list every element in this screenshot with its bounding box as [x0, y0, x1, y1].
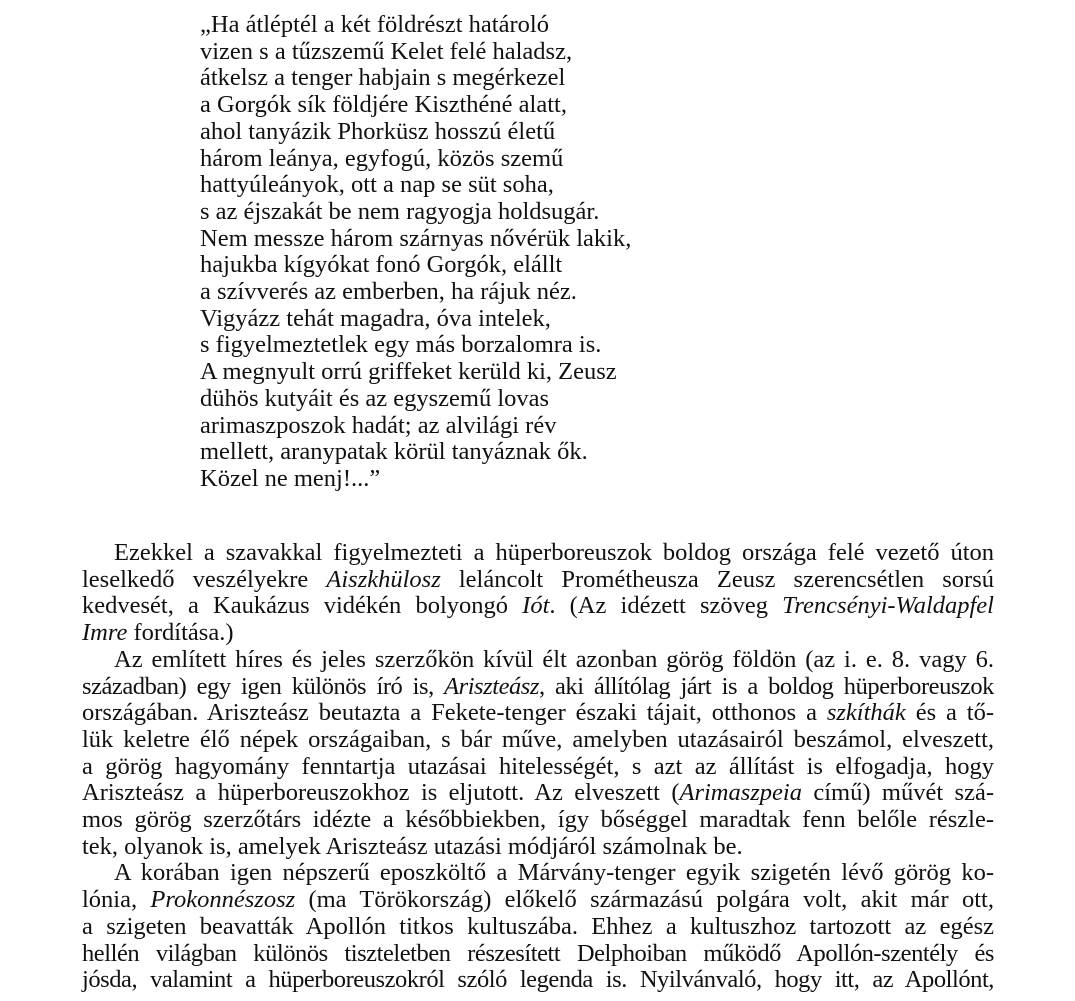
poem-line: mellett, aranypatak körül tanyáznak ők.	[200, 438, 588, 466]
paragraph-3-line	[82, 967, 994, 994]
poem-line: ahol tanyázik Phorküsz hosszú életű	[200, 117, 556, 145]
poem-line: arimaszposzok hadát; az alvilági rév	[200, 411, 557, 439]
text-run: (ma Törökország) előkelő származású polgára volt, akit már ott,	[295, 886, 994, 914]
paragraph-3-line	[82, 887, 994, 914]
paragraph-2-line	[82, 700, 994, 727]
poem-line: hattyúleányok, ott a nap se süt soha,	[200, 171, 554, 199]
text-run: és a tő-	[905, 699, 994, 727]
poem-line: a szívverés az emberben, ha rájuk néz.	[200, 278, 577, 306]
text-run: Ariszteász a hüperboreuszokhoz is eljutott. Az elveszett (	[82, 779, 680, 807]
poem-line: Közel ne menj!...”	[200, 464, 381, 492]
poem-line: vizen s a tűzszemű Kelet felé haladsz,	[200, 37, 573, 65]
poem-line: három leánya, egyfogú, közös szemű	[200, 144, 564, 172]
author-name-italic: Ariszteász	[444, 672, 539, 700]
paragraph-2-line	[82, 780, 994, 807]
paragraph-2-line	[82, 674, 994, 701]
paragraph-3-line	[82, 941, 994, 968]
text-run: fordítása.)	[127, 619, 234, 647]
text-run: leselkedő veszélyekre	[82, 565, 327, 593]
poem-line: a Gorgók sík földjére Kiszthéné alatt,	[200, 91, 567, 119]
text-run: hellén világban különös tiszteletben részesített Delphoiban működő Apollón-szentély és	[82, 939, 994, 967]
poem-line: A megnyult orrú griffeket kerüld ki, Zeusz	[200, 358, 617, 386]
paragraph-1-line	[82, 567, 994, 594]
paragraph-2-line	[82, 727, 994, 754]
place-name-italic: Prokonnészosz	[150, 886, 296, 914]
text-run: lónia,	[82, 886, 151, 914]
poem-line: s figyelmeztetlek egy más borzalomra is.	[200, 331, 602, 359]
text-run: A korában igen népszerű eposzköltő a Márvány-tenger egyik szigetén lévő görög ko-	[114, 859, 994, 887]
poem-line: átkelsz a tenger habjain s megérkezel	[200, 64, 566, 92]
text-run: országában. Ariszteász beutazta a Fekete-tenger északi tájait, otthonos a	[82, 699, 827, 727]
paragraph-1-line	[82, 593, 994, 620]
translator-name-italic: Imre	[82, 619, 128, 647]
paragraph-2-line	[82, 834, 994, 861]
poem-line: s az éjszakát be nem ragyogja holdsugár.	[200, 197, 600, 225]
poem-line: hajukba kígyókat fonó Gorgók, elállt	[200, 251, 563, 279]
text-run: lük keletre élő népek országaiban, s bár műve, amelyben utazásairól beszámol, elveszett,	[82, 725, 994, 753]
paragraph-2-line	[82, 647, 994, 674]
character-name-italic: Iót	[522, 592, 550, 620]
paragraph-2-line	[82, 754, 994, 781]
text-run: , aki állítólag járt is a boldog hüperboreuszok	[538, 672, 994, 700]
text-run: a görög hagyomány fenntartja utazásai hitelességét, s azt az állítást is elfogadja, hogy	[82, 752, 994, 780]
poem-line: Nem messze három szárnyas nővérük lakik,	[200, 224, 632, 252]
paragraph-1-line	[82, 540, 994, 567]
text-run: mos görög szerzőtárs idézte a későbbiekben, így bőséggel maradtak fenn belőle részle-	[82, 806, 994, 834]
people-name-italic: szkíthák	[826, 699, 906, 727]
text-run: jósda, valamint a hüperboreuszokról szóló legenda is. Nyilvánvaló, hogy itt, az Apollónt,	[82, 966, 994, 994]
text-run: című) művét szá-	[801, 779, 994, 807]
text-run: tek, olyanok is, amelyek Ariszteász utazási módjáról számolnak be.	[82, 832, 743, 860]
paragraph-2-line	[82, 807, 994, 834]
text-run: . (Az idézett szöveg	[549, 592, 783, 620]
quoted-poem	[200, 12, 720, 493]
paragraph-3-line	[82, 914, 994, 941]
poem-line: dühös kutyáit és az egyszemű lovas	[200, 384, 550, 412]
poem-line: Vigyázz tehát magadra, óva intelek,	[200, 304, 551, 332]
poem-line: „Ha átléptél a két földrészt határoló	[200, 11, 549, 38]
work-title-italic: Arimaszpeia	[679, 779, 802, 807]
text-run: a szigeten beavatták Apollón titkos kultuszába. Ehhez a kultuszhoz tartozott az egész	[82, 912, 994, 940]
text-run: Az említett híres és jeles szerzőkön kívül élt azonban görög földön (az i. e. 8. vagy 6.	[114, 645, 994, 673]
body-text	[82, 540, 994, 994]
text-run: században) egy igen különös író is,	[82, 672, 445, 700]
author-name-italic: Aiszkhülosz	[326, 565, 441, 593]
text-run: Ezekkel a szavakkal figyelmezteti a hüperboreuszok boldog országa felé vezető úton	[114, 539, 994, 566]
text-run: kedvesét, a Kaukázus vidékén bolyongó	[82, 592, 523, 620]
paragraph-3-line	[82, 860, 994, 887]
paragraph-1-line	[82, 620, 994, 647]
translator-name-italic: Trencsényi-Waldapfel	[782, 592, 994, 620]
text-run: leláncolt Prométheusza Zeusz szerencsétlen sorsú	[440, 565, 994, 593]
